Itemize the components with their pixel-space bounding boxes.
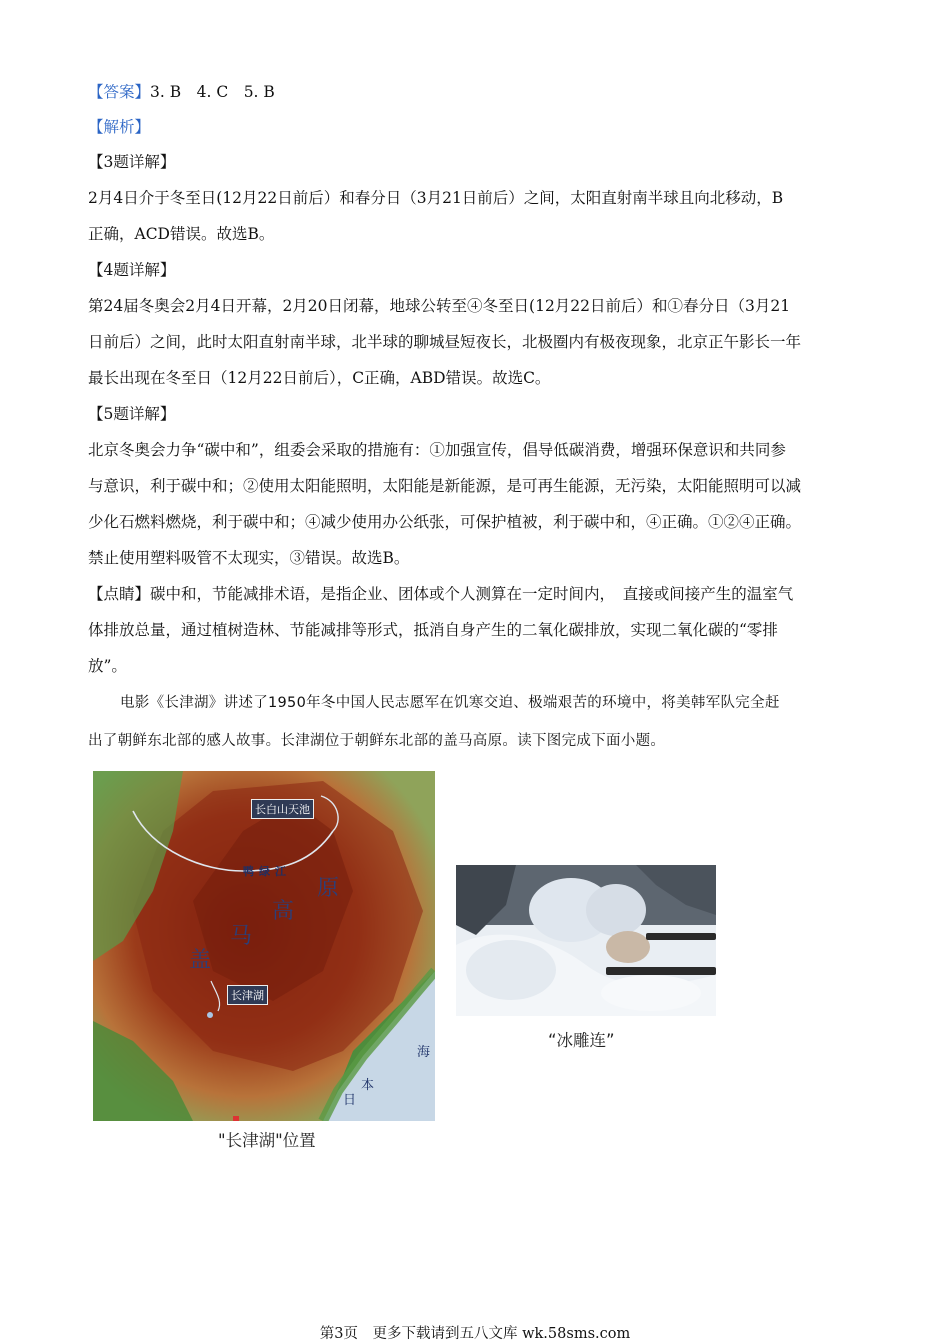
q4-line: 最长出现在冬至日（12月22日前后），C正确，ABD错误。故选C。 xyxy=(88,369,551,387)
sea-char: 本 xyxy=(361,1078,375,1093)
q4-heading: 【4题详解】 xyxy=(88,261,176,279)
intro-line: 电影《长津湖》讲述了1950年冬中国人民志愿军在饥寒交迫、极端艰苦的环境中，将美韩军队完全赶 xyxy=(120,695,780,711)
dianjing-line: 体排放总量，通过植树造林、节能减排等形式，抵消自身产生的二氧化碳排放，实现二氧化碳的“零排 xyxy=(88,621,778,639)
q4-line: 日前后）之间，此时太阳直射南半球，北半球的聊城昼短夜长，北极圈内有极夜现象，北京正午影长一年 xyxy=(88,333,802,351)
plateau-char: 高 xyxy=(272,899,295,924)
changjin-lake-map xyxy=(93,771,435,1121)
q3-line: 正确，ACD错误。故选B。 xyxy=(88,225,275,243)
ice-sculpture-company-photo xyxy=(456,865,716,1016)
intro-line: 出了朝鲜东北部的感人故事。长津湖位于朝鲜东北部的盖马高原。读下图完成下面小题。 xyxy=(88,733,666,749)
q5-line: 北京冬奥会力争“碳中和”，组委会采取的措施有：①加强宣传，倡导低碳消费，增强环保意识和共同参 xyxy=(88,441,786,459)
q5-heading: 【5题详解】 xyxy=(88,405,176,423)
q5-line: 少化石燃料燃烧，利于碳中和；④减少使用办公纸张，可保护植被，利于碳中和，④正确。①②④正确。 xyxy=(88,513,802,531)
sea-char: 海 xyxy=(417,1045,431,1060)
dianjing-line xyxy=(88,584,793,604)
plateau-char: 盖 xyxy=(189,948,212,973)
sea-char: 日 xyxy=(343,1093,357,1108)
q4-line: 第24届冬奥会2月4日开幕，2月20日闭幕，地球公转至④冬至日(12月22日前后）和①春分日（3月21 xyxy=(88,297,791,315)
analysis-tag: 【解析】 xyxy=(88,118,151,136)
dianjing-text: 碳中和，节能减排术语，是指企业、团体或个人测算在一定时间内， 直接或间接产生的温室气 xyxy=(150,585,794,603)
photo-caption: “冰雕连” xyxy=(548,1031,615,1050)
q3-line: 2月4日介于冬至日(12月22日前后）和春分日（3月21日前后）之间，太阳直射南半球且向北移动，B xyxy=(88,189,784,207)
q5-line: 与意识，利于碳中和；②使用太阳能照明，太阳能是新能源，是可再生能源，无污染，太阳能照明可以减 xyxy=(88,477,802,495)
plateau-char: 马 xyxy=(230,924,253,949)
tianchi-label: 长白山天池 xyxy=(251,799,314,819)
plateau-char: 原 xyxy=(317,876,340,901)
yalu-river-label: 鸭绿江 xyxy=(243,865,291,878)
map-caption: "长津湖"位置 xyxy=(218,1131,316,1150)
answer-line xyxy=(88,82,275,102)
answer-tag: 【答案】 xyxy=(88,83,151,101)
dianjing-tag: 【点睛】 xyxy=(88,585,151,603)
changjin-lake-label: 长津湖 xyxy=(227,985,268,1005)
soldiers-in-snow-image xyxy=(456,865,716,1016)
answer-text: 3. B 4. C 5. B xyxy=(150,83,275,101)
relief-map xyxy=(93,771,435,1121)
q5-line: 禁止使用塑料吸管不太现实，③错误。故选B。 xyxy=(88,549,410,567)
q3-heading: 【3题详解】 xyxy=(88,153,176,171)
page-footer: 第3页 更多下载请到五八文库 wk.58sms.com xyxy=(319,1326,631,1342)
dianjing-line: 放”。 xyxy=(88,657,127,675)
